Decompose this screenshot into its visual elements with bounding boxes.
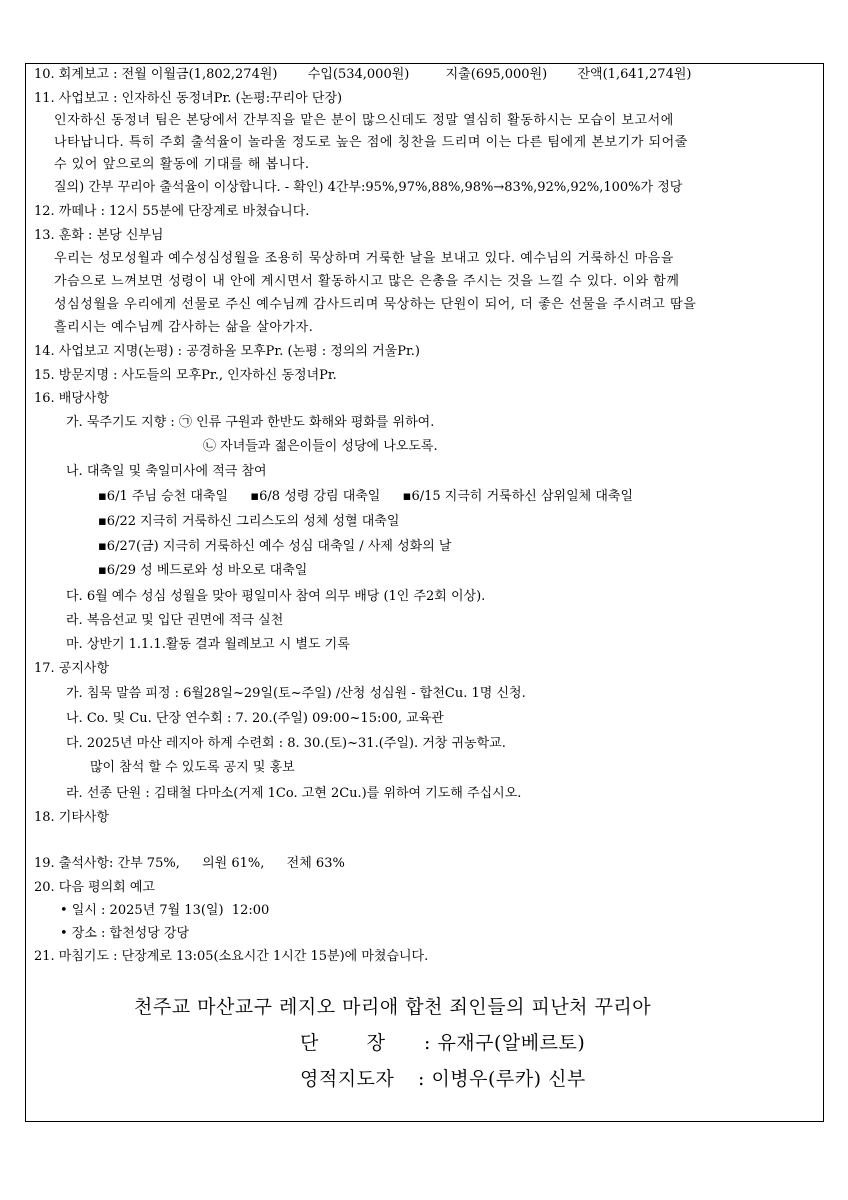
retreat-notice: 가. 침묵 말씀 피정 : 6월28일~29일(토~주일) /산청 성심원 - 합천Cu. 1명 신청. bbox=[66, 686, 526, 701]
feast-item: ▪6/15 지극히 거룩하신 삼위일체 대축일 bbox=[402, 489, 634, 504]
business-report-title: 11. 사업보고 : 인자하신 동정녀Pr. (논평:꾸리아 단장) bbox=[34, 91, 343, 106]
homily-line: 우리는 성모성월과 예수성심성월을 조용히 묵상하며 거룩한 날을 보내고 있다. 예수님의 거룩하신 마음을 bbox=[54, 251, 674, 266]
next-meeting-title: 20. 다음 평의회 예고 bbox=[34, 880, 155, 895]
allotment-title: 16. 배당사항 bbox=[34, 391, 110, 406]
activity-record-note: 마. 상반기 1.1.1.활동 결과 월례보고 시 별도 기록 bbox=[66, 637, 350, 652]
closing-prayer: 21. 마침기도 : 단장계로 13:05(소요시간 1시간 15분)에 마쳤습니다. bbox=[34, 949, 429, 964]
attendance-summary bbox=[34, 857, 345, 870]
business-report-line: 나타납니다. 특히 주회 출석율이 놀라울 정도로 높은 점에 칭찬을 드리며 이는 다른 팀에게 본보기가 되어줄 bbox=[54, 135, 688, 150]
spiritual-director-name: : 이병우(루카) 신부 bbox=[418, 1068, 586, 1090]
homily-line: 성심성월을 우리에게 선물로 주신 예수님께 감사드리며 묵상하는 단원이 되어, 더 좋은 선물을 주시려고 땀을 bbox=[54, 297, 697, 312]
training-notice: 나. Co. 및 Cu. 단장 연수회 : 7. 20.(주일) 09:00~15:00, 교육관 bbox=[66, 711, 444, 726]
organization-name: 천주교 마산교구 레지오 마리애 합천 죄인들의 피난처 꾸리아 bbox=[134, 996, 652, 1018]
feast-item: ▪6/27(금) 지극히 거룩하신 예수 성심 대축일 / 사제 성화의 날 bbox=[98, 539, 452, 554]
feast-list-row bbox=[98, 490, 633, 503]
rosary-intention-2: ㉡ 자녀들과 젊은이들이 성당에 나오도록. bbox=[203, 439, 438, 454]
feast-item: ▪6/29 성 베드로와 성 바오로 대축일 bbox=[98, 563, 308, 578]
accounting-expense: 지출(695,000원) bbox=[445, 67, 548, 82]
attendance-inquiry: 질의) 간부 꾸리아 출석율이 이상합니다. - 확인) 4간부:95%,97%,88%,98%→83%,92%,92%,100%가 정당 bbox=[54, 180, 683, 195]
accounting-income: 수입(534,000원) bbox=[307, 67, 410, 82]
leader-name: : 유재구(알베르토) bbox=[424, 1032, 586, 1054]
summer-camp-promotion: 많이 참석 할 수 있도록 공지 및 홍보 bbox=[90, 760, 295, 775]
feast-participation: 나. 대축일 및 축일미사에 적극 참여 bbox=[66, 464, 267, 479]
rosary-intention-1: 가. 묵주기도 지향 : ㉠ 인류 구원과 한반도 화해와 평화를 위하여. bbox=[66, 415, 435, 430]
attendance-total: 전체 63% bbox=[286, 856, 345, 871]
evangelization-note: 라. 복음선교 및 입단 권면에 적극 실천 bbox=[66, 613, 284, 628]
homily-title: 13. 훈화 : 본당 신부님 bbox=[34, 228, 164, 243]
report-assignment: 14. 사업보고 지명(논평) : 공경하올 모후Pr. (논평 : 정의의 거울Pr.) bbox=[34, 344, 420, 359]
accounting-report bbox=[34, 68, 691, 81]
homily-line: 흘리시는 예수님께 감사하는 삶을 살아가자. bbox=[54, 320, 314, 335]
weekday-mass-allotment: 다. 6월 예수 성심 성월을 맞아 평일미사 참여 의무 배당 (1인 주2회 이상). bbox=[66, 589, 486, 604]
feast-item: ▪6/1 주님 승천 대축일 bbox=[98, 489, 229, 504]
feast-item: ▪6/8 성령 강림 대축일 bbox=[250, 489, 381, 504]
next-meeting-date: • 일시 : 2025년 7월 13(일) 12:00 bbox=[60, 903, 270, 918]
misc-title: 18. 기타사항 bbox=[34, 810, 110, 825]
catena-note: 12. 까떼나 : 12시 55분에 단장계로 바쳤습니다. bbox=[34, 204, 310, 219]
business-report-line: 인자하신 동정녀 팀은 본당에서 간부직을 맡은 분이 많으신데도 정말 열심히 활동하시는 모습이 보고서에 bbox=[54, 113, 674, 128]
spiritual-director-label: 영적지도자 bbox=[300, 1068, 395, 1090]
business-report-line: 수 있어 앞으로의 활동에 기대를 해 봅니다. bbox=[54, 157, 310, 172]
homily-line: 가슴으로 느껴보면 성령이 내 안에 계시면서 활동하시고 많은 은총을 주시는 것을 느낄 수 있다. 이와 함께 bbox=[54, 274, 680, 289]
next-meeting-place: • 장소 : 합천성당 강당 bbox=[60, 926, 190, 941]
leader-label: 단 장 bbox=[300, 1032, 386, 1054]
attendance-members: 의원 61%, bbox=[202, 856, 265, 871]
feast-item: ▪6/22 지극히 거룩하신 그리스도의 성체 성혈 대축일 bbox=[98, 514, 400, 529]
accounting-carryover: 10. 회계보고 : 전월 이월금(1,802,274원) bbox=[34, 67, 278, 82]
deceased-member-notice: 라. 선종 단원 : 김태철 다마소(거제 1Co. 고현 2Cu.)를 위하여 기도해 주십시오. bbox=[66, 786, 522, 801]
accounting-balance: 잔액(1,641,274원) bbox=[577, 67, 692, 82]
notice-title: 17. 공지사항 bbox=[34, 661, 110, 676]
attendance-officers: 19. 출석사항: 간부 75%, bbox=[34, 856, 180, 871]
summer-camp-notice: 다. 2025년 마산 레지아 하계 수련회 : 8. 30.(토)~31.(주일). 거창 귀농학교. bbox=[66, 736, 506, 751]
visit-assignment: 15. 방문지명 : 사도들의 모후Pr., 인자하신 동정녀Pr. bbox=[34, 368, 337, 383]
